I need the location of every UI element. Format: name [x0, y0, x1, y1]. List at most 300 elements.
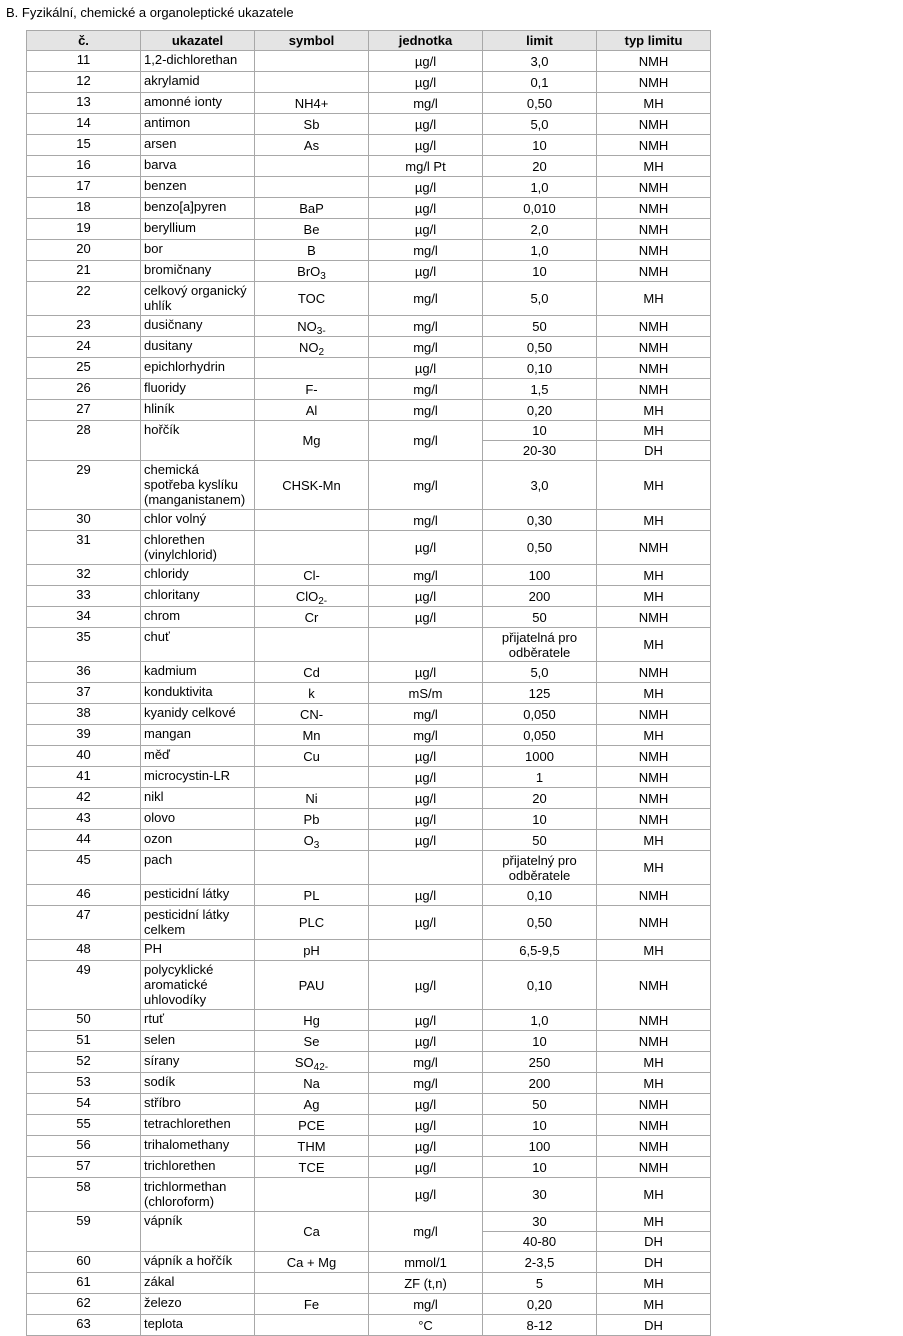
limit-type: NMH — [597, 885, 711, 906]
indicator-symbol — [255, 461, 369, 510]
row-number: 38 — [27, 704, 141, 725]
indicator-unit: µg/l — [369, 198, 483, 219]
indicator-unit: mg/l — [369, 1052, 483, 1073]
table-row — [27, 1178, 711, 1212]
indicator-unit: µg/l — [369, 1178, 483, 1212]
section-heading: B. Fyzikální, chemické a organoleptické ukazatele — [6, 5, 294, 20]
table-row — [27, 704, 711, 725]
indicator-symbol — [255, 358, 369, 379]
table-row — [27, 662, 711, 683]
limit-type: NMH — [597, 662, 711, 683]
indicator-unit: µg/l — [369, 746, 483, 767]
indicator-limit: 50 — [483, 830, 597, 851]
indicator-unit: µg/l — [369, 809, 483, 830]
symbol-text: Ca + Mg — [286, 1254, 337, 1270]
indicator-name: chrom — [141, 607, 255, 628]
indicator-unit: µg/l — [369, 1010, 483, 1031]
row-number: 27 — [27, 400, 141, 421]
indicator-name: tetrachlorethen — [141, 1115, 255, 1136]
limit-type: MH — [597, 156, 711, 177]
row-number: 56 — [27, 1136, 141, 1157]
symbol-text: NO — [298, 339, 319, 355]
indicator-name: teplota — [141, 1315, 255, 1336]
indicator-symbol — [255, 1178, 369, 1212]
column-header-number: č. — [27, 31, 141, 51]
indicator-symbol — [255, 379, 369, 400]
table-row — [27, 219, 711, 240]
limit-type: MH — [597, 830, 711, 851]
symbol-text: Fe — [303, 1296, 320, 1312]
indicator-unit: µg/l — [369, 177, 483, 198]
table-row — [27, 809, 711, 830]
indicator-limit: 50 — [483, 607, 597, 628]
symbol-subscript: 2 — [318, 346, 325, 358]
indicator-name: kadmium — [141, 662, 255, 683]
limit-type: MH — [597, 683, 711, 704]
symbol-text: Be — [303, 221, 320, 237]
symbol-text: O — [303, 832, 314, 848]
table-row — [27, 906, 711, 940]
limit-type: DH — [597, 441, 711, 461]
limit-type: NMH — [597, 704, 711, 725]
indicator-name: arsen — [141, 135, 255, 156]
row-number: 37 — [27, 683, 141, 704]
symbol-text: Ca — [303, 1224, 320, 1239]
indicator-limit: 8-12 — [483, 1315, 597, 1336]
indicator-symbol — [255, 725, 369, 746]
indicator-name: chlorethen (vinylchlorid) — [141, 531, 255, 565]
indicator-symbol — [255, 1136, 369, 1157]
limit-type: MH — [597, 461, 711, 510]
indicator-symbol — [255, 1273, 369, 1294]
indicator-name: epichlorhydrin — [141, 358, 255, 379]
table-row — [27, 510, 711, 531]
row-number: 47 — [27, 906, 141, 940]
limit-type: NMH — [597, 135, 711, 156]
symbol-text: F- — [305, 381, 318, 397]
symbol-text: Se — [303, 1033, 320, 1049]
limit-type: MH — [597, 1052, 711, 1073]
indicator-name: trichlorethen — [141, 1157, 255, 1178]
table-row — [27, 1157, 711, 1178]
indicator-unit: mS/m — [369, 683, 483, 704]
limit-type: NMH — [597, 379, 711, 400]
row-number: 48 — [27, 940, 141, 961]
indicator-limit: 30 — [483, 1212, 597, 1232]
indicator-symbol — [255, 1115, 369, 1136]
table-row — [27, 628, 711, 662]
indicator-limit: 10 — [483, 261, 597, 282]
indicator-name: chloridy — [141, 565, 255, 586]
indicator-limit: 0,50 — [483, 531, 597, 565]
row-number: 58 — [27, 1178, 141, 1212]
limit-type: NMH — [597, 177, 711, 198]
row-number: 40 — [27, 746, 141, 767]
indicator-limit: 20 — [483, 788, 597, 809]
indicator-symbol — [255, 400, 369, 421]
symbol-text: Pb — [303, 811, 320, 827]
indicator-name: selen — [141, 1031, 255, 1052]
indicator-name: antimon — [141, 114, 255, 135]
indicator-symbol — [255, 240, 369, 261]
indicator-name: vápník a hořčík — [141, 1252, 255, 1273]
row-number: 18 — [27, 198, 141, 219]
row-number: 13 — [27, 93, 141, 114]
limit-type: MH — [597, 1294, 711, 1315]
indicator-symbol — [255, 1010, 369, 1031]
indicator-symbol — [255, 662, 369, 683]
indicator-name: konduktivita — [141, 683, 255, 704]
table-row — [27, 565, 711, 586]
indicator-symbol — [255, 1252, 369, 1273]
indicator-limit: 2-3,5 — [483, 1252, 597, 1273]
table-row — [27, 767, 711, 788]
limit-type: MH — [597, 1212, 711, 1232]
indicator-symbol — [255, 1315, 369, 1336]
symbol-text: NH4+ — [294, 95, 329, 111]
table-row — [27, 1115, 711, 1136]
row-number: 31 — [27, 531, 141, 565]
indicator-symbol — [255, 1094, 369, 1115]
indicator-limit: 10 — [483, 1115, 597, 1136]
table-row — [27, 177, 711, 198]
indicator-limit: 10 — [483, 809, 597, 830]
symbol-text: ClO — [295, 588, 319, 604]
symbol-text: pH — [303, 942, 320, 958]
indicator-name: nikl — [141, 788, 255, 809]
indicator-unit: µg/l — [369, 885, 483, 906]
indicator-unit: mg/l Pt — [369, 156, 483, 177]
indicator-limit: přijatelná pro odběratele — [483, 628, 597, 662]
symbol-text: Cu — [303, 748, 320, 764]
indicator-symbol — [255, 1073, 369, 1094]
indicator-limit: 3,0 — [483, 51, 597, 72]
indicator-unit: µg/l — [369, 1115, 483, 1136]
indicator-symbol — [255, 1294, 369, 1315]
table-row — [27, 830, 711, 851]
limit-type: NMH — [597, 746, 711, 767]
row-number: 45 — [27, 851, 141, 885]
indicator-unit: µg/l — [369, 961, 483, 1010]
symbol-text: TCE — [298, 1159, 325, 1175]
row-number: 41 — [27, 767, 141, 788]
indicator-limit: 0,20 — [483, 1294, 597, 1315]
indicator-limit: 2,0 — [483, 219, 597, 240]
symbol-text: CHSK-Mn — [282, 477, 341, 493]
table-row — [27, 885, 711, 906]
indicator-limit: 0,010 — [483, 198, 597, 219]
row-number: 17 — [27, 177, 141, 198]
indicator-name: hořčík — [141, 421, 255, 461]
table-row — [27, 400, 711, 421]
indicator-name: microcystin-LR — [141, 767, 255, 788]
row-number: 39 — [27, 725, 141, 746]
indicator-unit: µg/l — [369, 586, 483, 607]
table-row — [27, 788, 711, 809]
indicator-symbol — [255, 114, 369, 135]
indicator-symbol — [255, 51, 369, 72]
row-number: 43 — [27, 809, 141, 830]
indicator-limit: 5 — [483, 1273, 597, 1294]
table-row — [27, 1212, 711, 1232]
row-number: 44 — [27, 830, 141, 851]
indicator-limit: 0,50 — [483, 93, 597, 114]
indicator-symbol — [255, 1212, 369, 1252]
indicator-limit: 0,1 — [483, 72, 597, 93]
limit-type: MH — [597, 1073, 711, 1094]
table-row — [27, 114, 711, 135]
symbol-subscript: 3 — [313, 839, 320, 851]
column-header-indicator: ukazatel — [141, 31, 255, 51]
indicator-unit: mg/l — [369, 421, 483, 461]
indicator-symbol — [255, 337, 369, 358]
indicator-unit: µg/l — [369, 358, 483, 379]
indicator-symbol — [255, 767, 369, 788]
symbol-text: PCE — [298, 1117, 325, 1133]
limit-type: DH — [597, 1252, 711, 1273]
indicator-symbol — [255, 135, 369, 156]
indicator-symbol — [255, 830, 369, 851]
symbol-subscript: 2- — [318, 595, 328, 607]
indicator-limit: 125 — [483, 683, 597, 704]
indicator-symbol — [255, 809, 369, 830]
indicator-symbol — [255, 851, 369, 885]
table-row — [27, 156, 711, 177]
table-row — [27, 1073, 711, 1094]
row-number: 52 — [27, 1052, 141, 1073]
limit-type: NMH — [597, 809, 711, 830]
indicator-limit: 10 — [483, 1157, 597, 1178]
indicator-name: měď — [141, 746, 255, 767]
row-number: 46 — [27, 885, 141, 906]
indicator-symbol — [255, 885, 369, 906]
limit-type: MH — [597, 400, 711, 421]
indicator-limit: 5,0 — [483, 282, 597, 316]
indicator-unit: mg/l — [369, 1294, 483, 1315]
indicator-unit: mg/l — [369, 704, 483, 725]
symbol-text: B — [307, 242, 316, 258]
symbol-text: TOC — [297, 291, 326, 306]
indicator-limit: 1,0 — [483, 177, 597, 198]
indicator-limit: 20-30 — [483, 441, 597, 461]
row-number: 35 — [27, 628, 141, 662]
indicator-limit: 30 — [483, 1178, 597, 1212]
indicator-name: chemická spotřeba kyslíku (manganistanem) — [141, 461, 255, 510]
symbol-text: Cr — [304, 609, 319, 625]
indicator-name: sírany — [141, 1052, 255, 1073]
symbol-text: As — [303, 137, 320, 153]
table-row — [27, 72, 711, 93]
row-number: 23 — [27, 316, 141, 337]
limit-type: NMH — [597, 607, 711, 628]
symbol-text: Mg — [302, 433, 321, 448]
table-row — [27, 316, 711, 337]
limit-type: MH — [597, 565, 711, 586]
symbol-text: Cd — [303, 664, 320, 680]
row-number: 29 — [27, 461, 141, 510]
indicator-limit: 0,050 — [483, 704, 597, 725]
limit-type: DH — [597, 1232, 711, 1252]
table-row — [27, 240, 711, 261]
indicator-name: stříbro — [141, 1094, 255, 1115]
table-row — [27, 1315, 711, 1336]
limit-type: NMH — [597, 788, 711, 809]
table-row — [27, 198, 711, 219]
table-row — [27, 1094, 711, 1115]
indicator-limit: 1000 — [483, 746, 597, 767]
indicator-symbol — [255, 261, 369, 282]
table-row — [27, 358, 711, 379]
row-number: 25 — [27, 358, 141, 379]
limit-type: NMH — [597, 72, 711, 93]
indicator-name: bor — [141, 240, 255, 261]
table-row — [27, 135, 711, 156]
indicator-unit: µg/l — [369, 114, 483, 135]
table-row — [27, 1273, 711, 1294]
indicator-unit: µg/l — [369, 51, 483, 72]
row-number: 51 — [27, 1031, 141, 1052]
indicator-symbol — [255, 788, 369, 809]
indicator-limit: 5,0 — [483, 662, 597, 683]
indicator-unit: mg/l — [369, 379, 483, 400]
indicator-name: benzen — [141, 177, 255, 198]
symbol-text: BrO — [297, 263, 321, 279]
limit-type: MH — [597, 725, 711, 746]
indicator-limit: 5,0 — [483, 114, 597, 135]
indicator-name: hliník — [141, 400, 255, 421]
indicator-symbol — [255, 177, 369, 198]
indicator-symbol — [255, 607, 369, 628]
row-number: 19 — [27, 219, 141, 240]
indicator-name: bromičnany — [141, 261, 255, 282]
table-row — [27, 1031, 711, 1052]
indicator-limit: 40-80 — [483, 1232, 597, 1252]
indicator-symbol — [255, 961, 369, 1010]
indicator-name: dusičnany — [141, 316, 255, 337]
symbol-text: Hg — [303, 1012, 320, 1028]
limit-type: DH — [597, 1315, 711, 1336]
indicator-unit: µg/l — [369, 219, 483, 240]
symbol-text: CN- — [299, 706, 324, 722]
indicator-name: beryllium — [141, 219, 255, 240]
indicator-name: PH — [141, 940, 255, 961]
indicator-name: benzo[a]pyren — [141, 198, 255, 219]
table-row — [27, 337, 711, 358]
indicator-limit: 1 — [483, 767, 597, 788]
table-row — [27, 1052, 711, 1073]
table-row — [27, 586, 711, 607]
limit-type: NMH — [597, 240, 711, 261]
indicator-unit: µg/l — [369, 906, 483, 940]
indicator-limit: 0,30 — [483, 510, 597, 531]
indicator-unit: mg/l — [369, 461, 483, 510]
indicator-symbol — [255, 704, 369, 725]
column-header-unit: jednotka — [369, 31, 483, 51]
indicator-symbol — [255, 421, 369, 461]
indicator-limit: 0,20 — [483, 400, 597, 421]
indicator-name: pesticidní látky — [141, 885, 255, 906]
limit-type: NMH — [597, 316, 711, 337]
indicator-unit: µg/l — [369, 1157, 483, 1178]
limit-type: NMH — [597, 1157, 711, 1178]
indicator-unit: µg/l — [369, 767, 483, 788]
limit-type: NMH — [597, 1031, 711, 1052]
table-row — [27, 461, 711, 510]
indicator-limit: 0,50 — [483, 337, 597, 358]
indicator-symbol — [255, 1052, 369, 1073]
limit-type: MH — [597, 93, 711, 114]
symbol-subscript: 3 — [320, 270, 326, 282]
indicator-name: chuť — [141, 628, 255, 662]
indicator-unit: mg/l — [369, 1073, 483, 1094]
indicator-unit: mg/l — [369, 93, 483, 114]
column-header-limit: limit — [483, 31, 597, 51]
indicator-symbol — [255, 565, 369, 586]
indicator-limit: 100 — [483, 1136, 597, 1157]
indicator-unit: µg/l — [369, 135, 483, 156]
indicator-unit: mg/l — [369, 240, 483, 261]
row-number: 61 — [27, 1273, 141, 1294]
row-number: 28 — [27, 421, 141, 461]
indicator-unit: mg/l — [369, 316, 483, 337]
row-number: 49 — [27, 961, 141, 1010]
indicator-symbol — [255, 316, 369, 337]
indicator-limit: 10 — [483, 1031, 597, 1052]
limit-type: NMH — [597, 198, 711, 219]
indicator-name: trichlormethan (chloroform) — [141, 1178, 255, 1212]
row-number: 33 — [27, 586, 141, 607]
indicator-limit: 1,5 — [483, 379, 597, 400]
table-row — [27, 940, 711, 961]
indicator-name: olovo — [141, 809, 255, 830]
row-number: 30 — [27, 510, 141, 531]
table-row — [27, 531, 711, 565]
row-number: 63 — [27, 1315, 141, 1336]
indicator-symbol — [255, 586, 369, 607]
row-number: 15 — [27, 135, 141, 156]
symbol-text: Ni — [305, 790, 318, 806]
limit-type: MH — [597, 510, 711, 531]
indicator-name: pesticidní látky celkem — [141, 906, 255, 940]
row-number: 55 — [27, 1115, 141, 1136]
table-row — [27, 1294, 711, 1315]
indicator-symbol — [255, 219, 369, 240]
row-number: 42 — [27, 788, 141, 809]
row-number: 57 — [27, 1157, 141, 1178]
indicator-name: trihalomethany — [141, 1136, 255, 1157]
table-row — [27, 379, 711, 400]
indicator-name: rtuť — [141, 1010, 255, 1031]
symbol-text: k — [308, 685, 315, 701]
indicator-limit: 0,50 — [483, 906, 597, 940]
limit-type: MH — [597, 1178, 711, 1212]
table-body — [27, 51, 711, 1336]
symbol-subscript: 3- — [316, 325, 326, 337]
indicator-name: zákal — [141, 1273, 255, 1294]
indicator-unit: mmol/1 — [369, 1252, 483, 1273]
row-number: 24 — [27, 337, 141, 358]
indicator-unit: °C — [369, 1315, 483, 1336]
indicator-name: kyanidy celkové — [141, 704, 255, 725]
table-row — [27, 607, 711, 628]
indicator-name: ozon — [141, 830, 255, 851]
indicator-symbol — [255, 628, 369, 662]
indicator-unit: mg/l — [369, 400, 483, 421]
indicator-unit — [369, 628, 483, 662]
indicator-limit: 200 — [483, 1073, 597, 1094]
indicator-unit: mg/l — [369, 510, 483, 531]
indicator-limit: 200 — [483, 586, 597, 607]
